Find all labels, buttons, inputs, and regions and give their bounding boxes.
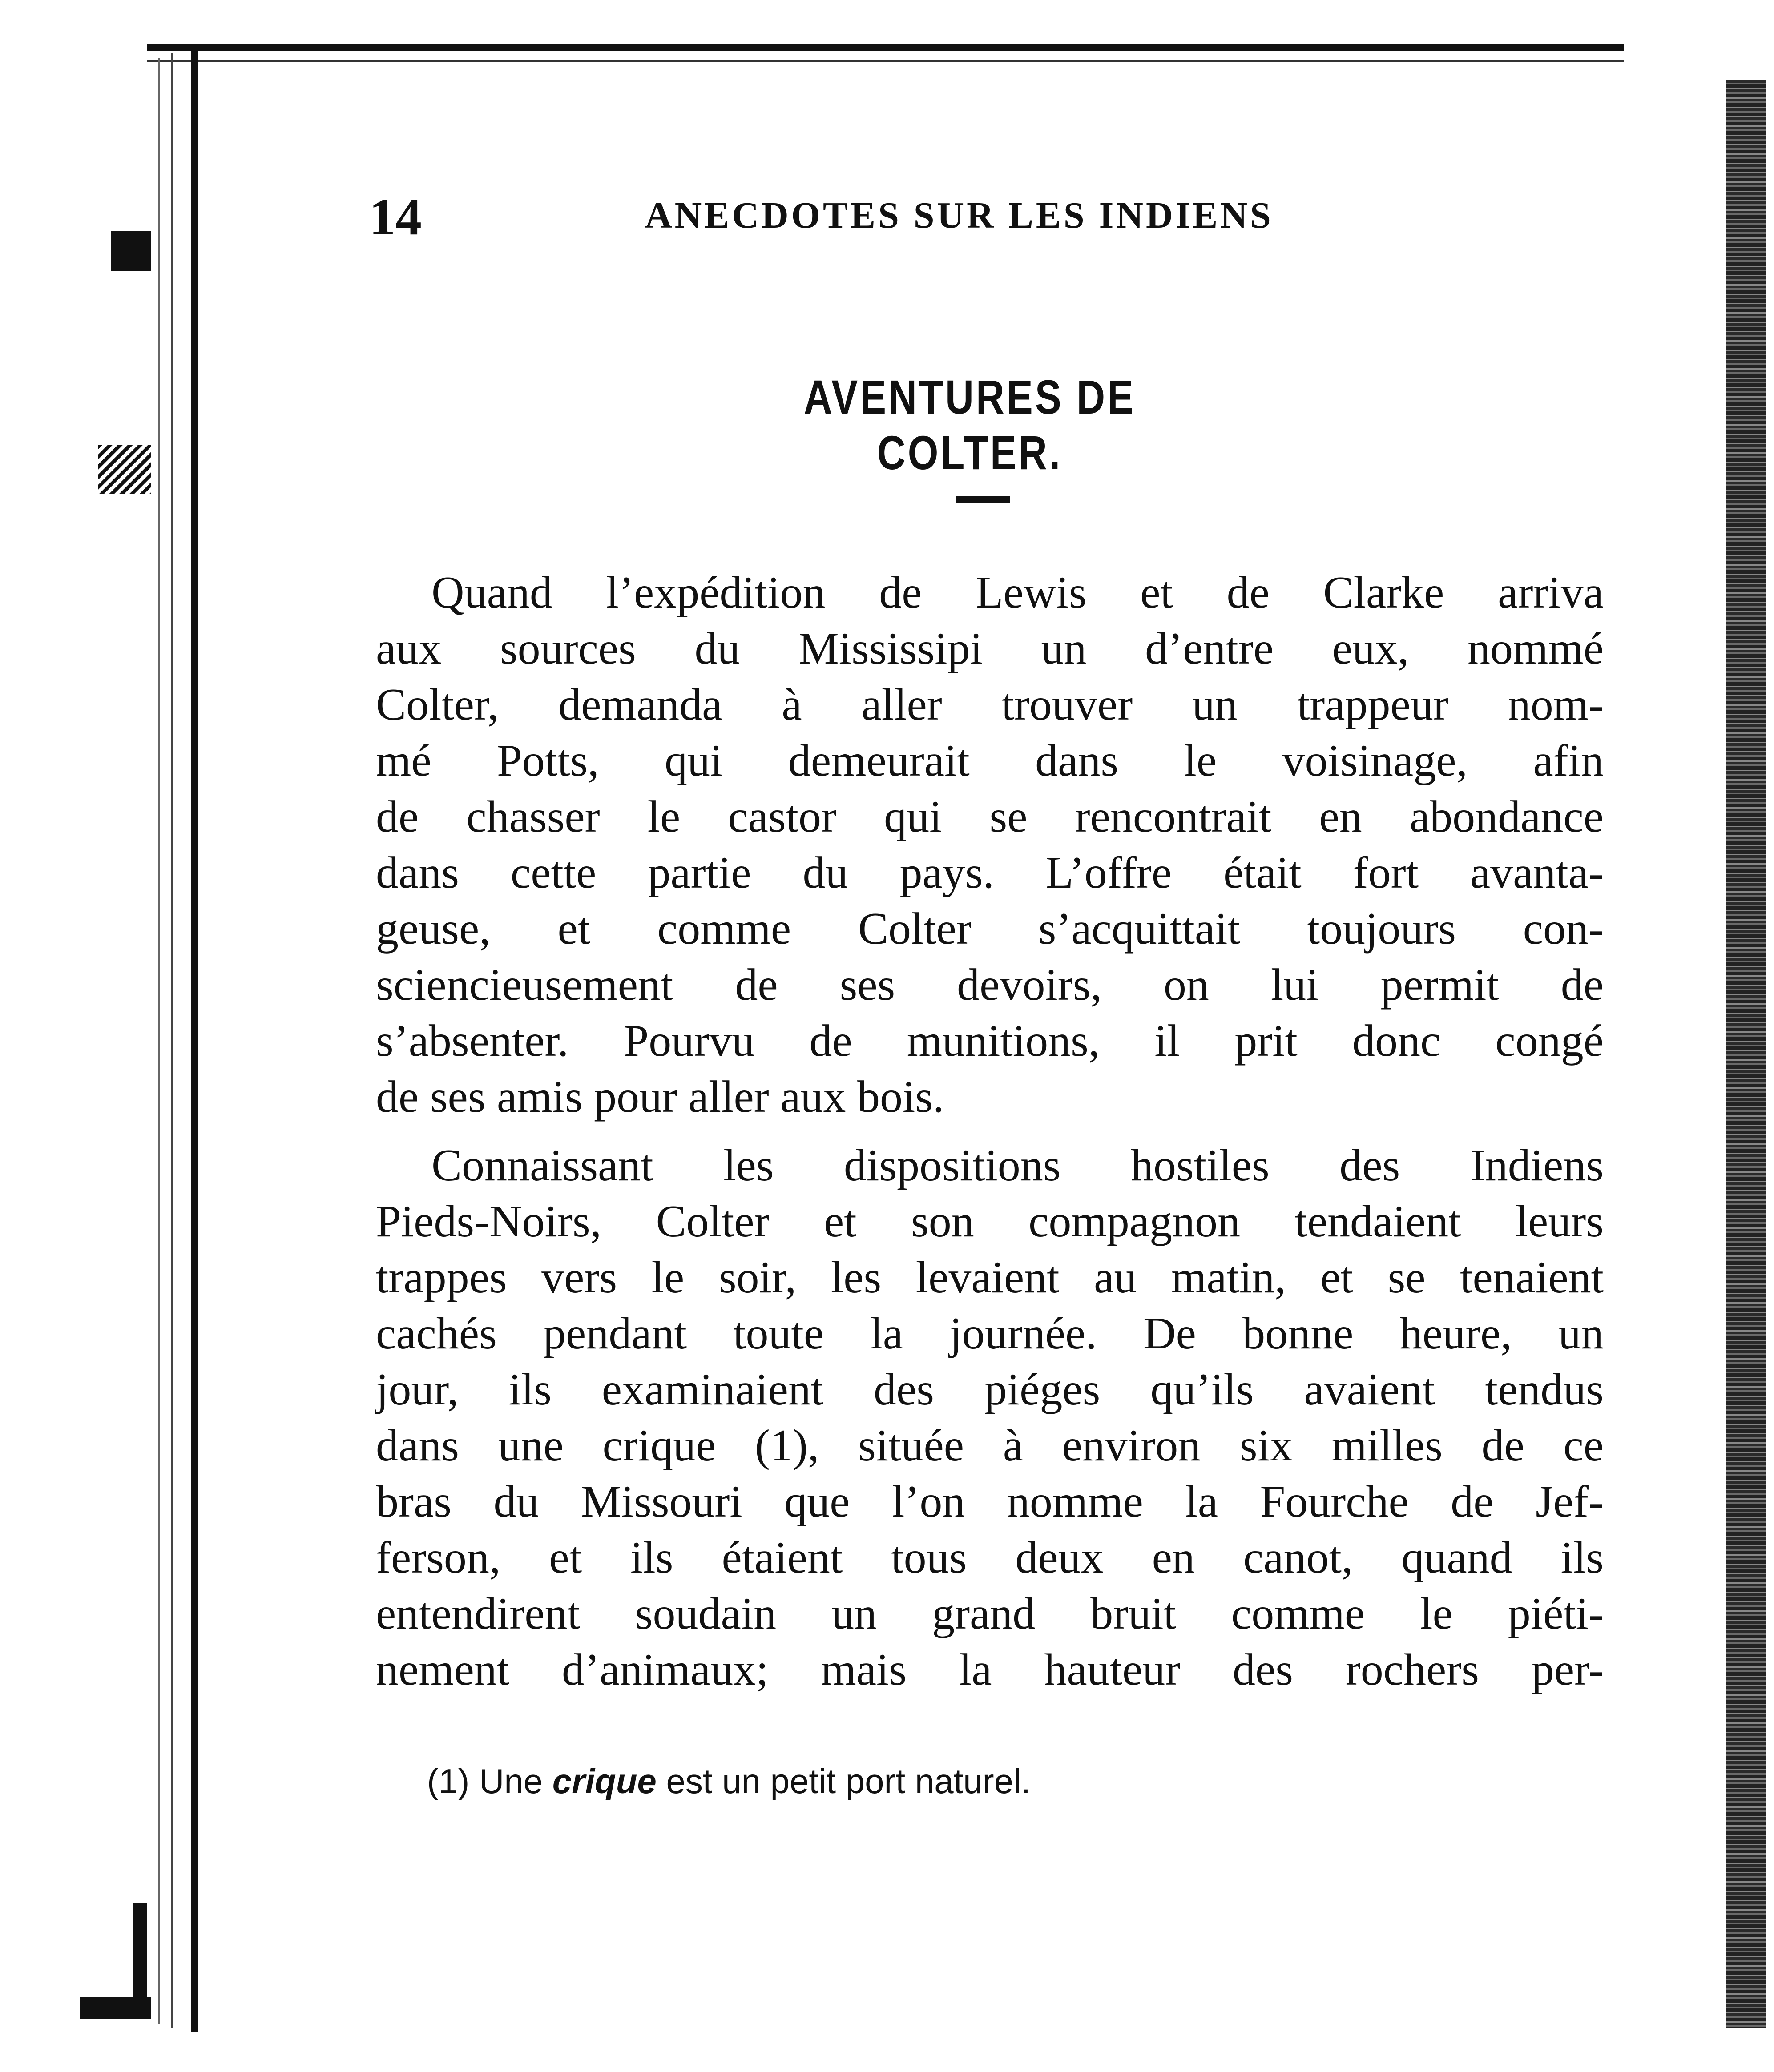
text-line: dans cette partie du pays. L’offre était fort avanta- xyxy=(376,848,1604,898)
page-number: 14 xyxy=(369,188,422,246)
right-page-edge-shadow xyxy=(1726,80,1766,2028)
text-line: bras du Missouri que l’on nomme la Fourche de Jef- xyxy=(376,1477,1604,1527)
paragraph xyxy=(376,565,1604,1125)
text-line: jour, ils examinaient des piéges qu’ils avaient tendus xyxy=(376,1364,1604,1415)
top-border-rule xyxy=(147,44,1624,51)
text-line: geuse, et comme Colter s’acquittait toujours con- xyxy=(376,904,1604,954)
left-page-edge xyxy=(171,53,173,2028)
text-line: Quand l’expédition de Lewis et de Clarke arriva xyxy=(431,567,1604,618)
text-line: de ses amis pour aller aux bois. xyxy=(376,1072,944,1122)
paragraph xyxy=(376,1138,1604,1698)
binding-texture xyxy=(98,445,151,494)
top-border-rule-inner xyxy=(147,60,1624,62)
page-header xyxy=(369,187,1335,245)
text-line: entendirent soudain un grand bruit comme le piéti- xyxy=(376,1589,1604,1639)
section-title: AVENTURES DE COLTER. xyxy=(803,370,1136,479)
left-page-edge-outer xyxy=(158,58,160,2024)
text-line: s’absenter. Pourvu de munitions, il prit donc congé xyxy=(376,1016,1604,1066)
title-separator-dash xyxy=(956,496,1010,503)
body-text xyxy=(376,565,1604,1710)
running-title: ANECDOTES SUR LES INDIENS xyxy=(645,195,1274,236)
text-line: sciencieusement de ses devoirs, on lui permit de xyxy=(376,960,1604,1010)
text-line: de chasser le castor qui se rencontrait en abondance xyxy=(376,792,1604,842)
binding-mark-bottom-vertical xyxy=(133,1903,147,2019)
text-line: dans une crique (1), située à environ six milles de ce xyxy=(376,1420,1604,1471)
footnote-term: crique xyxy=(552,1762,657,1801)
text-line: cachés pendant toute la journée. De bonne heure, un xyxy=(376,1308,1604,1359)
footnote-marker: (1) Une xyxy=(427,1762,543,1801)
text-line: trappes vers le soir, les levaient au matin, et se tenaient xyxy=(376,1252,1604,1303)
text-line: mé Potts, qui demeurait dans le voisinage, afin xyxy=(376,736,1604,786)
footnote-text: est un petit port naturel. xyxy=(666,1762,1031,1801)
left-border-rule xyxy=(191,49,198,2032)
text-line: Pieds-Noirs, Colter et son compagnon tendaient leurs xyxy=(376,1196,1604,1247)
text-line: Colter, demanda à aller trouver un trappeur nom- xyxy=(376,680,1604,730)
footnote xyxy=(427,1761,1031,1802)
text-line: ferson, et ils étaient tous deux en canot, quand ils xyxy=(376,1533,1604,1583)
text-line: aux sources du Mississipi un d’entre eux, nommé xyxy=(376,624,1604,674)
binding-mark xyxy=(111,231,151,271)
text-line: nement d’animaux; mais la hauteur des rochers per- xyxy=(376,1645,1604,1695)
text-line: Connaissant les dispositions hostiles des Indiens xyxy=(431,1140,1604,1191)
